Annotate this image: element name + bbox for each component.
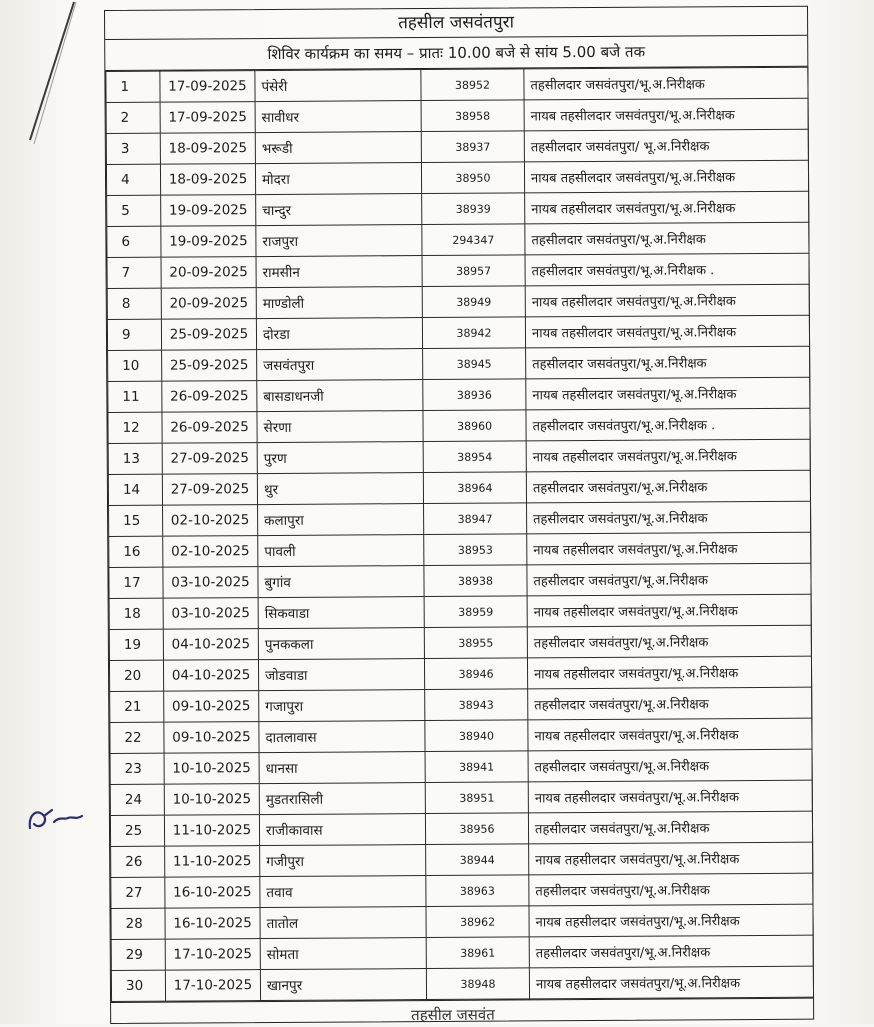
village-code-cell: 38963 (426, 875, 529, 907)
table-row (110, 718, 812, 753)
table-row (106, 129, 808, 164)
officer-cell: तहसीलदार जसवंतपुरा/भू.अ.निरीक्षक . (526, 408, 810, 441)
officer-cell: तहसीलदार जसवंतपुरा/भू.अ.निरीक्षक (526, 346, 810, 379)
officer-cell: तहसीलदार जसवंतपुरा/भू.अ.निरीक्षक (528, 687, 812, 720)
serial-number-cell: 18 (109, 598, 163, 629)
camp-date-cell: 09-10-2025 (164, 691, 259, 723)
village-code-cell: 38938 (424, 565, 527, 597)
village-name-cell: दोरडा (256, 318, 422, 350)
camp-date-cell: 26-09-2025 (162, 412, 257, 444)
village-name-cell: बुगांव (258, 566, 424, 598)
serial-number-cell: 28 (111, 908, 165, 939)
camp-date-cell: 18-09-2025 (160, 164, 255, 196)
village-name-cell: माण्डोली (256, 287, 422, 319)
village-code-cell: 38937 (421, 131, 524, 163)
footer-strip (111, 998, 813, 1023)
camp-date-cell: 04-10-2025 (163, 660, 258, 692)
table-row (110, 780, 812, 815)
village-name-cell: बासडाधनजी (257, 380, 423, 412)
serial-number-cell: 22 (110, 722, 164, 753)
camp-date-cell: 19-09-2025 (161, 226, 256, 258)
officer-cell: नायब तहसीलदार जसवंतपुरा/भू.अ.निरीक्षक (527, 532, 811, 565)
serial-number-cell: 21 (110, 691, 164, 722)
village-name-cell: भरूडी (255, 132, 421, 164)
camp-date-cell: 09-10-2025 (164, 722, 259, 754)
table-row (110, 811, 812, 846)
village-name-cell: रामसीन (256, 256, 422, 288)
village-code-cell: 38945 (423, 348, 526, 380)
village-name-cell: तवाव (260, 876, 426, 908)
serial-number-cell: 23 (110, 753, 164, 784)
village-code-cell: 38949 (422, 286, 525, 318)
camp-schedule-document (104, 6, 814, 1024)
camp-date-cell: 02-10-2025 (163, 536, 258, 568)
camp-date-cell: 03-10-2025 (163, 598, 258, 630)
village-code-cell: 38942 (422, 317, 525, 349)
village-name-cell: जसवंतपुरा (257, 349, 423, 381)
village-code-cell: 38962 (426, 906, 529, 938)
serial-number-cell: 19 (109, 629, 163, 660)
camp-date-cell: 18-09-2025 (160, 133, 255, 165)
village-code-cell: 38952 (421, 69, 524, 101)
village-code-cell: 38959 (424, 596, 527, 628)
table-row (109, 501, 811, 536)
village-code-cell: 38939 (422, 193, 525, 225)
camp-date-cell: 02-10-2025 (163, 505, 258, 537)
village-code-cell: 38944 (426, 844, 529, 876)
village-name-cell: पुनककला (258, 628, 424, 660)
serial-number-cell: 13 (108, 443, 162, 474)
village-name-cell: मोदरा (255, 163, 421, 195)
table-row (111, 904, 813, 939)
footer-partial-text: तहसील जसवंत (411, 1005, 495, 1025)
serial-number-cell: 8 (107, 288, 161, 319)
officer-cell: तहसीलदार जसवंतपुरा/भू.अ.निरीक्षक (529, 935, 813, 968)
officer-cell: नायब तहसीलदार जसवंतपुरा/भू.अ.निरीक्षक (529, 842, 813, 875)
camp-date-cell: 11-10-2025 (165, 846, 260, 878)
officer-cell: तहसीलदार जसवंतपुरा/भू.अ.निरीक्षक (527, 563, 811, 596)
serial-number-cell: 11 (108, 381, 162, 412)
serial-number-cell: 29 (111, 939, 165, 970)
officer-cell: नायब तहसीलदार जसवंतपुरा/भू.अ.निरीक्षक (524, 160, 808, 193)
serial-number-cell: 24 (110, 784, 164, 815)
village-code-cell: 38964 (423, 472, 526, 504)
camp-date-cell: 10-10-2025 (164, 753, 259, 785)
village-name-cell: दातलावास (259, 721, 425, 753)
village-code-cell: 38954 (423, 441, 526, 473)
village-name-cell: पुरण (257, 442, 423, 474)
camp-date-cell: 20-09-2025 (161, 288, 256, 320)
handwritten-initial-mark (24, 798, 86, 838)
serial-number-cell: 4 (106, 164, 160, 195)
officer-cell: नायब तहसीलदार जसवंतपुरा/भू.अ.निरीक्षक (528, 718, 812, 751)
village-name-cell: राजीकावास (259, 814, 425, 846)
camp-schedule-table (105, 67, 814, 1002)
officer-cell: तहसीलदार जसवंतपुरा/भू.अ.निरीक्षक (525, 222, 809, 255)
camp-date-cell: 17-09-2025 (160, 102, 255, 134)
table-row (109, 563, 811, 598)
serial-number-cell: 30 (111, 970, 165, 1001)
village-code-cell: 38955 (424, 627, 527, 659)
serial-number-cell: 14 (108, 474, 162, 505)
village-code-cell: 38953 (424, 534, 527, 566)
table-row (107, 222, 809, 257)
officer-cell: तहसीलदार जसवंतपुरा/भू.अ.निरीक्षक (526, 470, 810, 503)
camp-date-cell: 04-10-2025 (163, 629, 258, 661)
village-code-cell: 38958 (421, 100, 524, 132)
village-name-cell: थुर (257, 473, 423, 505)
camp-date-cell: 27-09-2025 (162, 443, 257, 475)
village-code-cell: 38960 (423, 410, 526, 442)
table-row (110, 687, 812, 722)
page-fold-line (26, 0, 78, 150)
table-row (109, 625, 811, 660)
camp-date-cell: 17-10-2025 (165, 970, 260, 1002)
table-row (108, 439, 810, 474)
village-name-cell: मुडतरासिली (259, 783, 425, 815)
table-row (106, 160, 808, 195)
officer-cell: तहसीलदार जसवंतपुरा/भू.अ.निरीक्षक (524, 67, 808, 100)
camp-date-cell: 17-09-2025 (160, 71, 255, 103)
village-name-cell: पंसेरी (255, 70, 421, 102)
village-code-cell: 38956 (425, 813, 528, 845)
camp-date-cell: 16-10-2025 (165, 908, 260, 940)
officer-cell: तहसीलदार जसवंतपुरा/भू.अ.निरीक्षक (529, 873, 813, 906)
village-name-cell: सिकवाडा (258, 597, 424, 629)
table-row (109, 656, 811, 691)
serial-number-cell: 10 (108, 350, 162, 381)
table-row (111, 873, 813, 908)
table-row (107, 191, 809, 226)
serial-number-cell: 27 (111, 877, 165, 908)
schedule-timing: शिविर कार्यक्रम का समय – प्रातः 10.00 बजे से सांय 5.00 बजे तक (105, 36, 807, 71)
serial-number-cell: 6 (107, 226, 161, 257)
officer-cell: नायब तहसीलदार जसवंतपुरा/भू.अ.निरीक्षक (526, 377, 810, 410)
village-name-cell: राजपुरा (256, 225, 422, 257)
village-name-cell: गजीपुरा (260, 845, 426, 877)
table-row (111, 966, 813, 1001)
officer-cell: नायब तहसीलदार जसवंतपुरा/भू.अ.निरीक्षक (526, 439, 810, 472)
serial-number-cell: 16 (109, 536, 163, 567)
serial-number-cell: 2 (106, 102, 160, 133)
village-code-cell: 38936 (423, 379, 526, 411)
table-row (106, 98, 808, 133)
serial-number-cell: 1 (106, 71, 160, 102)
village-name-cell: गजापुरा (259, 690, 425, 722)
village-name-cell: सोमता (260, 938, 426, 970)
table-row (110, 749, 812, 784)
serial-number-cell: 5 (107, 195, 161, 226)
serial-number-cell: 9 (107, 319, 161, 350)
village-code-cell: 38940 (425, 720, 528, 752)
table-row (107, 284, 809, 319)
camp-date-cell: 11-10-2025 (164, 815, 259, 847)
camp-date-cell: 20-09-2025 (161, 257, 256, 289)
village-code-cell: 38961 (426, 937, 529, 969)
village-name-cell: कलापुरा (258, 504, 424, 536)
serial-number-cell: 20 (109, 660, 163, 691)
table-row (108, 377, 810, 412)
camp-date-cell: 27-09-2025 (162, 474, 257, 506)
table-row (106, 67, 808, 102)
camp-date-cell: 19-09-2025 (161, 195, 256, 227)
officer-cell: नायब तहसीलदार जसवंतपुरा/भू.अ.निरीक्षक (527, 594, 811, 627)
officer-cell: तहसीलदार जसवंतपुरा/भू.अ.निरीक्षक . (525, 253, 809, 286)
officer-cell: नायब तहसीलदार जसवंतपुरा/भू.अ.निरीक्षक (529, 904, 813, 937)
serial-number-cell: 3 (106, 133, 160, 164)
officer-cell: नायब तहसीलदार जसवंतपुरा/भू.अ.निरीक्षक (524, 98, 808, 131)
serial-number-cell: 7 (107, 257, 161, 288)
camp-date-cell: 25-09-2025 (161, 319, 256, 351)
village-code-cell: 38950 (421, 162, 524, 194)
serial-number-cell: 26 (111, 846, 165, 877)
page-title: तहसील जसवंतपुरा (105, 7, 807, 40)
village-code-cell: 38957 (422, 255, 525, 287)
officer-cell: नायब तहसीलदार जसवंतपुरा/भू.अ.निरीक्षक (525, 191, 809, 224)
camp-date-cell: 26-09-2025 (162, 381, 257, 413)
village-code-cell: 38948 (426, 968, 529, 1000)
village-name-cell: चान्दुर (256, 194, 422, 226)
table-row (108, 470, 810, 505)
village-code-cell: 38946 (424, 658, 527, 690)
village-code-cell: 38947 (424, 503, 527, 535)
serial-number-cell: 17 (109, 567, 163, 598)
officer-cell: नायब तहसीलदार जसवंतपुरा/भू.अ.निरीक्षक (525, 315, 809, 348)
camp-date-cell: 10-10-2025 (164, 784, 259, 816)
village-name-cell: तातोल (260, 907, 426, 939)
serial-number-cell: 15 (109, 505, 163, 536)
village-name-cell: सेरणा (257, 411, 423, 443)
camp-date-cell: 17-10-2025 (165, 939, 260, 971)
camp-date-cell: 16-10-2025 (165, 877, 260, 909)
officer-cell: नायब तहसीलदार जसवंतपुरा/भू.अ.निरीक्षक (527, 656, 811, 689)
officer-cell: नायब तहसीलदार जसवंतपुरा/भू.अ.निरीक्षक (528, 780, 812, 813)
officer-cell: तहसीलदार जसवंतपुरा/भू.अ.निरीक्षक (527, 625, 811, 658)
village-name-cell: पावली (258, 535, 424, 567)
officer-cell: तहसीलदार जसवंतपुरा/भू.अ.निरीक्षक (528, 749, 812, 782)
table-row (109, 594, 811, 629)
officer-cell: नायब तहसीलदार जसवंतपुरा/भू.अ.निरीक्षक (525, 284, 809, 317)
table-row (108, 408, 810, 443)
village-name-cell: खानपुर (260, 969, 426, 1001)
serial-number-cell: 12 (108, 412, 162, 443)
officer-cell: नायब तहसीलदार जसवंतपुरा/भू.अ.निरीक्षक (529, 966, 813, 999)
table-row (111, 935, 813, 970)
officer-cell: तहसीलदार जसवंतपुरा/भू.अ.निरीक्षक (528, 811, 812, 844)
table-row (107, 253, 809, 288)
officer-cell: तहसीलदार जसवंतपुरा/भू.अ.निरीक्षक (527, 501, 811, 534)
table-row (109, 532, 811, 567)
village-code-cell: 38943 (425, 689, 528, 721)
table-row (111, 842, 813, 877)
serial-number-cell: 25 (110, 815, 164, 846)
camp-date-cell: 03-10-2025 (163, 567, 258, 599)
village-code-cell: 38951 (425, 782, 528, 814)
village-name-cell: सावीधर (255, 101, 421, 133)
camp-date-cell: 25-09-2025 (162, 350, 257, 382)
table-row (107, 315, 809, 350)
village-name-cell: धानसा (259, 752, 425, 784)
village-code-cell: 38941 (425, 751, 528, 783)
officer-cell: तहसीलदार जसवंतपुरा/ भू.अ.निरीक्षक (524, 129, 808, 162)
table-row (108, 346, 810, 381)
village-code-cell: 294347 (422, 224, 525, 256)
village-name-cell: जोडवाडा (258, 659, 424, 691)
